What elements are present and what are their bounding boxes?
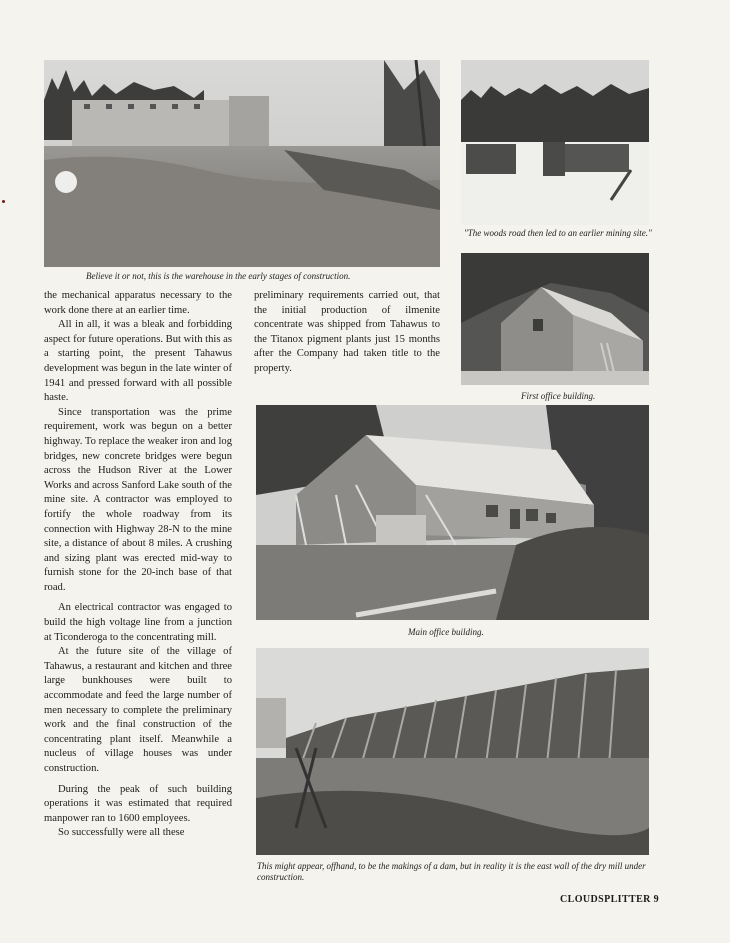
article-paragraph: At the future site of the village of Tahawus, a restaurant and kitchen and three large bunkhouses were built to accommodate and feed the large number of men necessary to complete the preliminary work and the final construction of the concentrating plant itself. Meanwhile a nucleus of village houses was under construction. — [44, 646, 232, 774]
main-office-photo — [256, 405, 649, 620]
first-office-photo — [461, 253, 649, 385]
article-paragraph: An electrical contractor was engaged to build the high voltage line from a junction at Ticonderoga to the concentrating mill. — [44, 602, 232, 643]
article-paragraph: During the peak of such building operations it was estimated that required manpower ran to 1600 employees. — [44, 783, 232, 824]
page-footer: CLOUDSPLITTER 9 — [560, 894, 660, 905]
article-paragraph: So successfully were all these — [58, 827, 185, 839]
woods-road-photo — [461, 60, 649, 225]
warehouse-caption: Believe it or not, this is the warehouse in the early stages of construction. — [86, 271, 351, 281]
article-paragraph: Since transportation was the prime requirement, work was begun on a better highway. To replace the weaker iron and log bridges, new concrete bridges were begun across the Hudson River at the Lower Works and across Sanford Lake south of the mine site. A contractor was employed to fortify the whole roadway from its connection with Highway 28-N to the mine site, a distance of about 8 miles. A crushing and sizing plant was erected mid-way to furnish stone for the 20-inch base of that road. — [44, 406, 232, 593]
article-column-1 — [44, 289, 232, 841]
article-paragraph: the mechanical apparatus necessary to the work done there at an earlier time. — [44, 290, 232, 316]
article-paragraph: preliminary requirements carried out, that the initial production of ilmenite concentrate was shipped from Tahawus to the Titanox pigment plants just 15 months after the Company had taken title to the property. — [254, 290, 440, 374]
dry-mill-caption: This might appear, offhand, to be the makings of a dam, but in reality it is the east wall of the dry mill under construction. — [257, 861, 646, 882]
dry-mill-photo — [256, 648, 649, 855]
margin-mark — [2, 200, 5, 203]
warehouse-photo — [44, 60, 440, 267]
first-office-caption: First office building. — [521, 391, 596, 401]
main-office-caption: Main office building. — [408, 627, 484, 637]
woods-road-caption: "The woods road then led to an earlier mining site." — [464, 228, 652, 238]
article-paragraph: All in all, it was a bleak and forbidding aspect for future operations. But with this as a starting point, the present Tahawus development was begun in the late winter of 1941 and pressed forward with all possible haste. — [44, 319, 232, 404]
article-column-2 — [254, 289, 440, 377]
